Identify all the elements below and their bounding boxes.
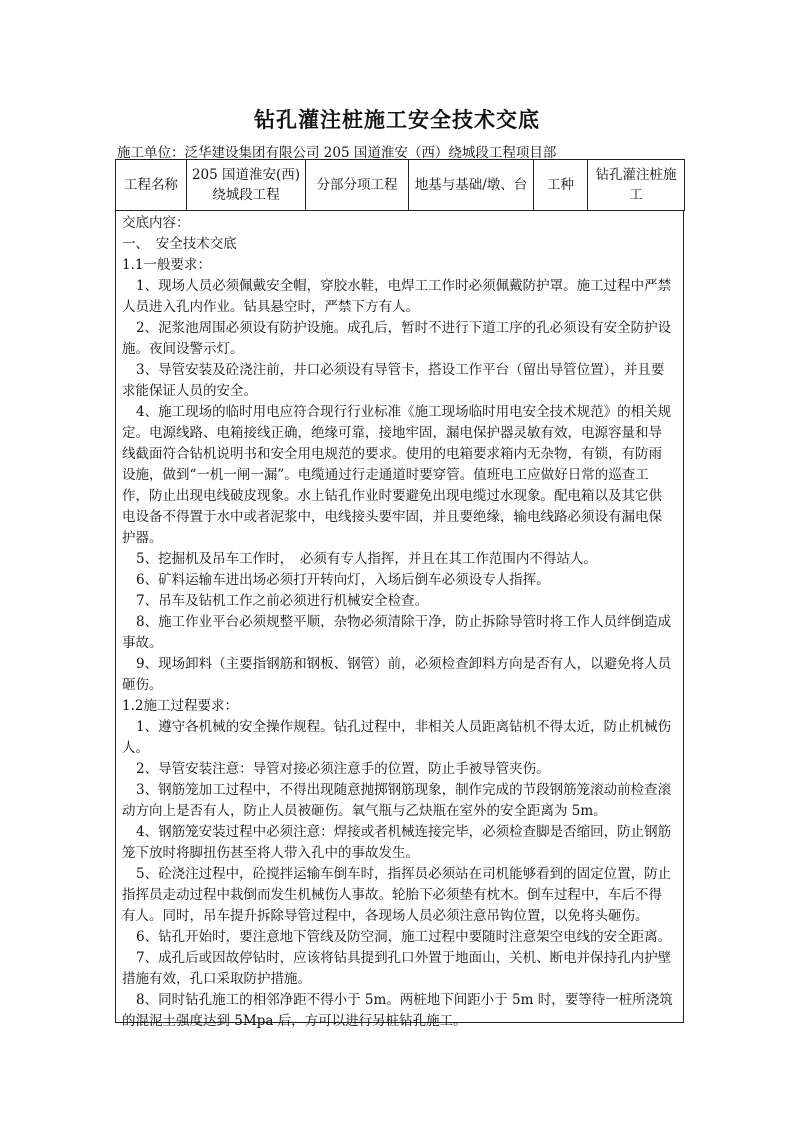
content-text xyxy=(116,210,683,1032)
section-heading: 一、 安全技术交底 xyxy=(122,236,237,252)
subproject-value: 地基与基础/墩、台 xyxy=(409,160,534,211)
content-box xyxy=(115,210,684,1029)
general-item: 7、吊车及钻机工作之前必须进行机械安全检查。 xyxy=(136,593,429,609)
project-name-value: 205 国道淮安(西)绕城段工程 xyxy=(187,160,306,211)
process-item: 1、遵守各机械的安全操作规程。钻孔过程中，非相关人员距离钻机不得太近，防止机械伤人。 xyxy=(122,719,672,756)
subsection-general: 1.1一般要求： xyxy=(122,257,211,273)
general-item: 4、施工现场的临时用电应符合现行行业标准《施工现场临时用电安全技术规范》的相关规定。电源线路、电箱接线正确，绝缘可靠，接地牢固，漏电保护器灵敏有效，电源容量和导线截面符合钻机说明书和安全用电规范的要求。使用的电箱要求箱内无杂物，有锁，有防雨设施，做到“一机一闸一漏”。电缆通过行走通道时要穿管。值班电工应做好日常的巡查工作，防止出现电线破皮现象。水上钻孔作业时要避免出现电缆过水现象。配电箱以及其它供电设备不得置于水中或者泥浆中，电线接头要牢固，并且要绝缘，输电线路必须设有漏电保护器。 xyxy=(122,404,672,546)
construction-unit-line: 施工单位：泛华建设集团有限公司 205 国道淮安（西）绕城段工程项目部 xyxy=(117,145,557,161)
project-name-label: 工程名称 xyxy=(116,160,187,211)
work-type-value: 钻孔灌注桩施工 xyxy=(588,160,685,211)
process-item: 6、钻孔开始时，要注意地下管线及防空洞，施工过程中要随时注意架空电线的安全距离。 xyxy=(136,929,672,945)
work-type-label: 工种 xyxy=(534,160,588,211)
general-item: 5、挖掘机及吊车工作时， 必须有专人指挥，并且在其工作范围内不得站人。 xyxy=(136,551,597,567)
general-item: 3、导管安装及砼浇注前，井口必须设有导管卡，搭设工作平台（留出导管位置），并且要求能保证人员的安全。 xyxy=(122,362,665,399)
general-item: 2、泥浆池周围必须设有防护设施。成孔后，暂时不进行下道工序的孔必须设有安全防护设施。夜间设警示灯。 xyxy=(122,320,672,357)
general-item: 1、现场人员必须佩戴安全帽，穿胶水鞋，电焊工工作时必须佩戴防护罩。施工过程中严禁人员进入孔内作业。钻具悬空时，严禁下方有人。 xyxy=(122,278,672,315)
header-table xyxy=(115,159,685,211)
process-item: 2、导管安装注意：导管对接必须注意手的位置，防止手被导管夹伤。 xyxy=(136,761,550,777)
process-item: 7、成孔后或因故停钻时，应该将钻具提到孔口外置于地面山，关机、断电并保持孔内护壁措施有效，孔口采取防护措施。 xyxy=(122,950,672,987)
process-item: 3、钢筋笼加工过程中，不得出现随意抛掷钢筋现象，制作完成的节段钢筋笼滚动前检查滚动方向上是否有人，防止人员被砸伤。氧气瓶与乙炔瓶在室外的安全距离为 5m。 xyxy=(122,782,672,819)
general-item: 9、现场卸料（主要指钢筋和钢板、钢管）前，必须检查卸料方向是否有人，以避免将人员砸伤。 xyxy=(122,656,672,693)
subproject-label: 分部分项工程 xyxy=(306,160,409,211)
document-title: 钻孔灌注桩施工安全技术交底 xyxy=(254,107,540,132)
process-item: 5、砼浇注过程中，砼搅拌运输车倒车时，指挥员必须站在司机能够看到的固定位置，防止指挥员走动过程中栽倒而发生机械伤人事故。轮胎下必须垫有枕木。倒车过程中，车后不得有人。同时，吊车提升拆除导管过程中，各现场人员必须注意吊钩位置，以免将头砸伤。 xyxy=(122,866,672,924)
content-intro: 交底内容： xyxy=(122,215,190,231)
process-item: 8、同时钻孔施工的相邻净距不得小于 5m。两桩地下间距小于 5m 时，要等待一桩所浇筑的混泥土强度达到 5Mpa 后，方可以进行另桩钻孔施工。 xyxy=(122,992,673,1029)
general-item: 6、矿料运输车进出场必须打开转向灯，入场后倒车必须设专人指挥。 xyxy=(136,572,550,588)
process-item: 4、钢筋笼安装过程中必须注意：焊接或者机械连接完毕，必须检查脚是否缩回，防止钢筋笼下放时将脚扭伤甚至将人带入孔中的事故发生。 xyxy=(122,824,672,861)
general-item: 8、施工作业平台必须规整平顺，杂物必须清除干净，防止拆除导管时将工作人员绊倒造成事故。 xyxy=(122,614,672,651)
subsection-process: 1.2施工过程要求： xyxy=(122,698,238,714)
